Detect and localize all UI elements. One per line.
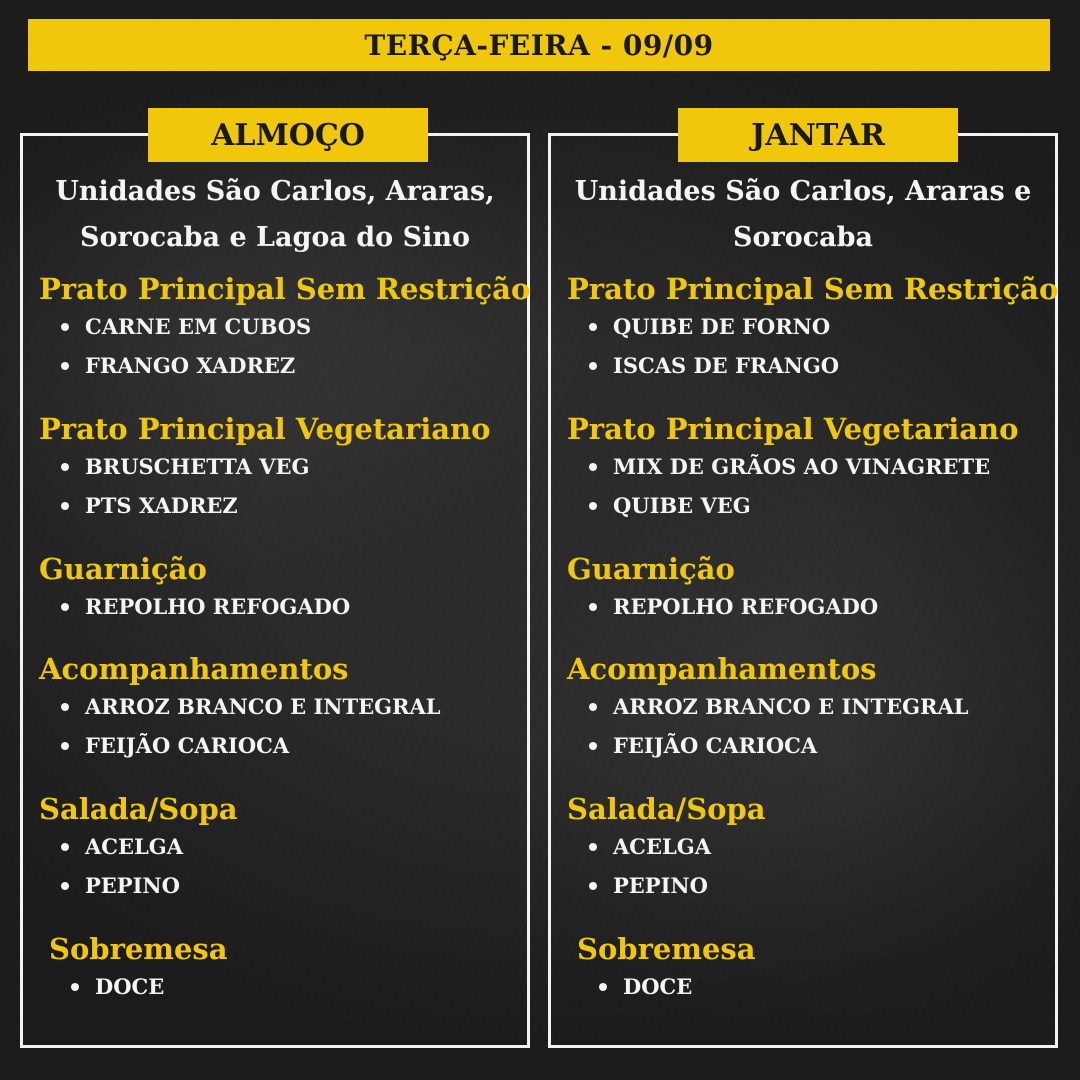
dinner-section-side bbox=[567, 551, 1047, 626]
dinner-section-dessert bbox=[577, 931, 1047, 1006]
dinner-section-salad bbox=[567, 791, 1047, 905]
day-title-banner bbox=[28, 19, 1050, 71]
list-item: DOCE bbox=[577, 967, 1047, 1006]
list-item: MIX DE GRÃOS AO VINAGRETE bbox=[567, 447, 1047, 486]
list-item: FEIJÃO CARIOCA bbox=[39, 726, 519, 765]
list-item: QUIBE VEG bbox=[567, 486, 1047, 525]
dinner-section-main-dish bbox=[567, 271, 1059, 385]
dinner-units-line1: Unidades São Carlos, Araras e bbox=[574, 176, 1032, 207]
section-heading: Sobremesa bbox=[577, 932, 756, 966]
dinner-tag bbox=[678, 108, 958, 162]
list-item: ACELGA bbox=[567, 827, 1047, 866]
list-item: FEIJÃO CARIOCA bbox=[567, 726, 1047, 765]
lunch-section-main-dish bbox=[39, 271, 531, 385]
list-item: DOCE bbox=[49, 967, 519, 1006]
lunch-section-salad bbox=[39, 791, 519, 905]
dinner-section-vegetarian bbox=[567, 411, 1047, 525]
lunch-units-line2: Sorocaba e Lagoa do Sino bbox=[80, 222, 470, 253]
section-heading: Guarnição bbox=[567, 552, 735, 586]
list-item: PEPINO bbox=[39, 866, 519, 905]
lunch-panel bbox=[20, 117, 531, 1048]
section-heading: Acompanhamentos bbox=[39, 652, 349, 686]
section-heading: Prato Principal Vegetariano bbox=[567, 412, 1019, 446]
lunch-tag bbox=[148, 108, 428, 162]
dinner-panel bbox=[548, 117, 1059, 1048]
section-heading: Guarnição bbox=[39, 552, 207, 586]
list-item: QUIBE DE FORNO bbox=[567, 307, 1047, 346]
lunch-section-accompaniments bbox=[39, 651, 519, 765]
list-item: ARROZ BRANCO E INTEGRAL bbox=[39, 687, 519, 726]
list-item: ARROZ BRANCO E INTEGRAL bbox=[567, 687, 1047, 726]
dinner-units-line2: Sorocaba bbox=[732, 222, 874, 253]
list-item: ACELGA bbox=[39, 827, 519, 866]
day-title: TERÇA-FEIRA - 09/09 bbox=[364, 28, 714, 62]
list-item: CARNE EM CUBOS bbox=[39, 307, 519, 346]
lunch-section-side bbox=[39, 551, 519, 626]
list-item: ISCAS DE FRANGO bbox=[567, 346, 1047, 385]
dinner-label: JANTAR bbox=[751, 117, 885, 153]
section-heading: Prato Principal Vegetariano bbox=[39, 412, 491, 446]
lunch-section-vegetarian bbox=[39, 411, 519, 525]
list-item: REPOLHO REFOGADO bbox=[567, 587, 1047, 626]
dinner-section-accompaniments bbox=[567, 651, 1047, 765]
section-heading: Prato Principal Sem Restrição bbox=[39, 272, 531, 306]
lunch-units bbox=[23, 169, 527, 261]
list-item: REPOLHO REFOGADO bbox=[39, 587, 519, 626]
lunch-label: ALMOÇO bbox=[211, 117, 365, 153]
section-heading: Salada/Sopa bbox=[39, 792, 238, 826]
section-heading: Salada/Sopa bbox=[567, 792, 766, 826]
list-item: PTS XADREZ bbox=[39, 486, 519, 525]
section-heading: Sobremesa bbox=[49, 932, 228, 966]
section-heading: Acompanhamentos bbox=[567, 652, 877, 686]
lunch-section-dessert bbox=[49, 931, 519, 1006]
list-item: PEPINO bbox=[567, 866, 1047, 905]
lunch-units-line1: Unidades São Carlos, Araras, bbox=[55, 176, 495, 207]
list-item: FRANGO XADREZ bbox=[39, 346, 519, 385]
list-item: BRUSCHETTA VEG bbox=[39, 447, 519, 486]
dinner-units bbox=[551, 169, 1055, 261]
section-heading: Prato Principal Sem Restrição bbox=[567, 272, 1059, 306]
